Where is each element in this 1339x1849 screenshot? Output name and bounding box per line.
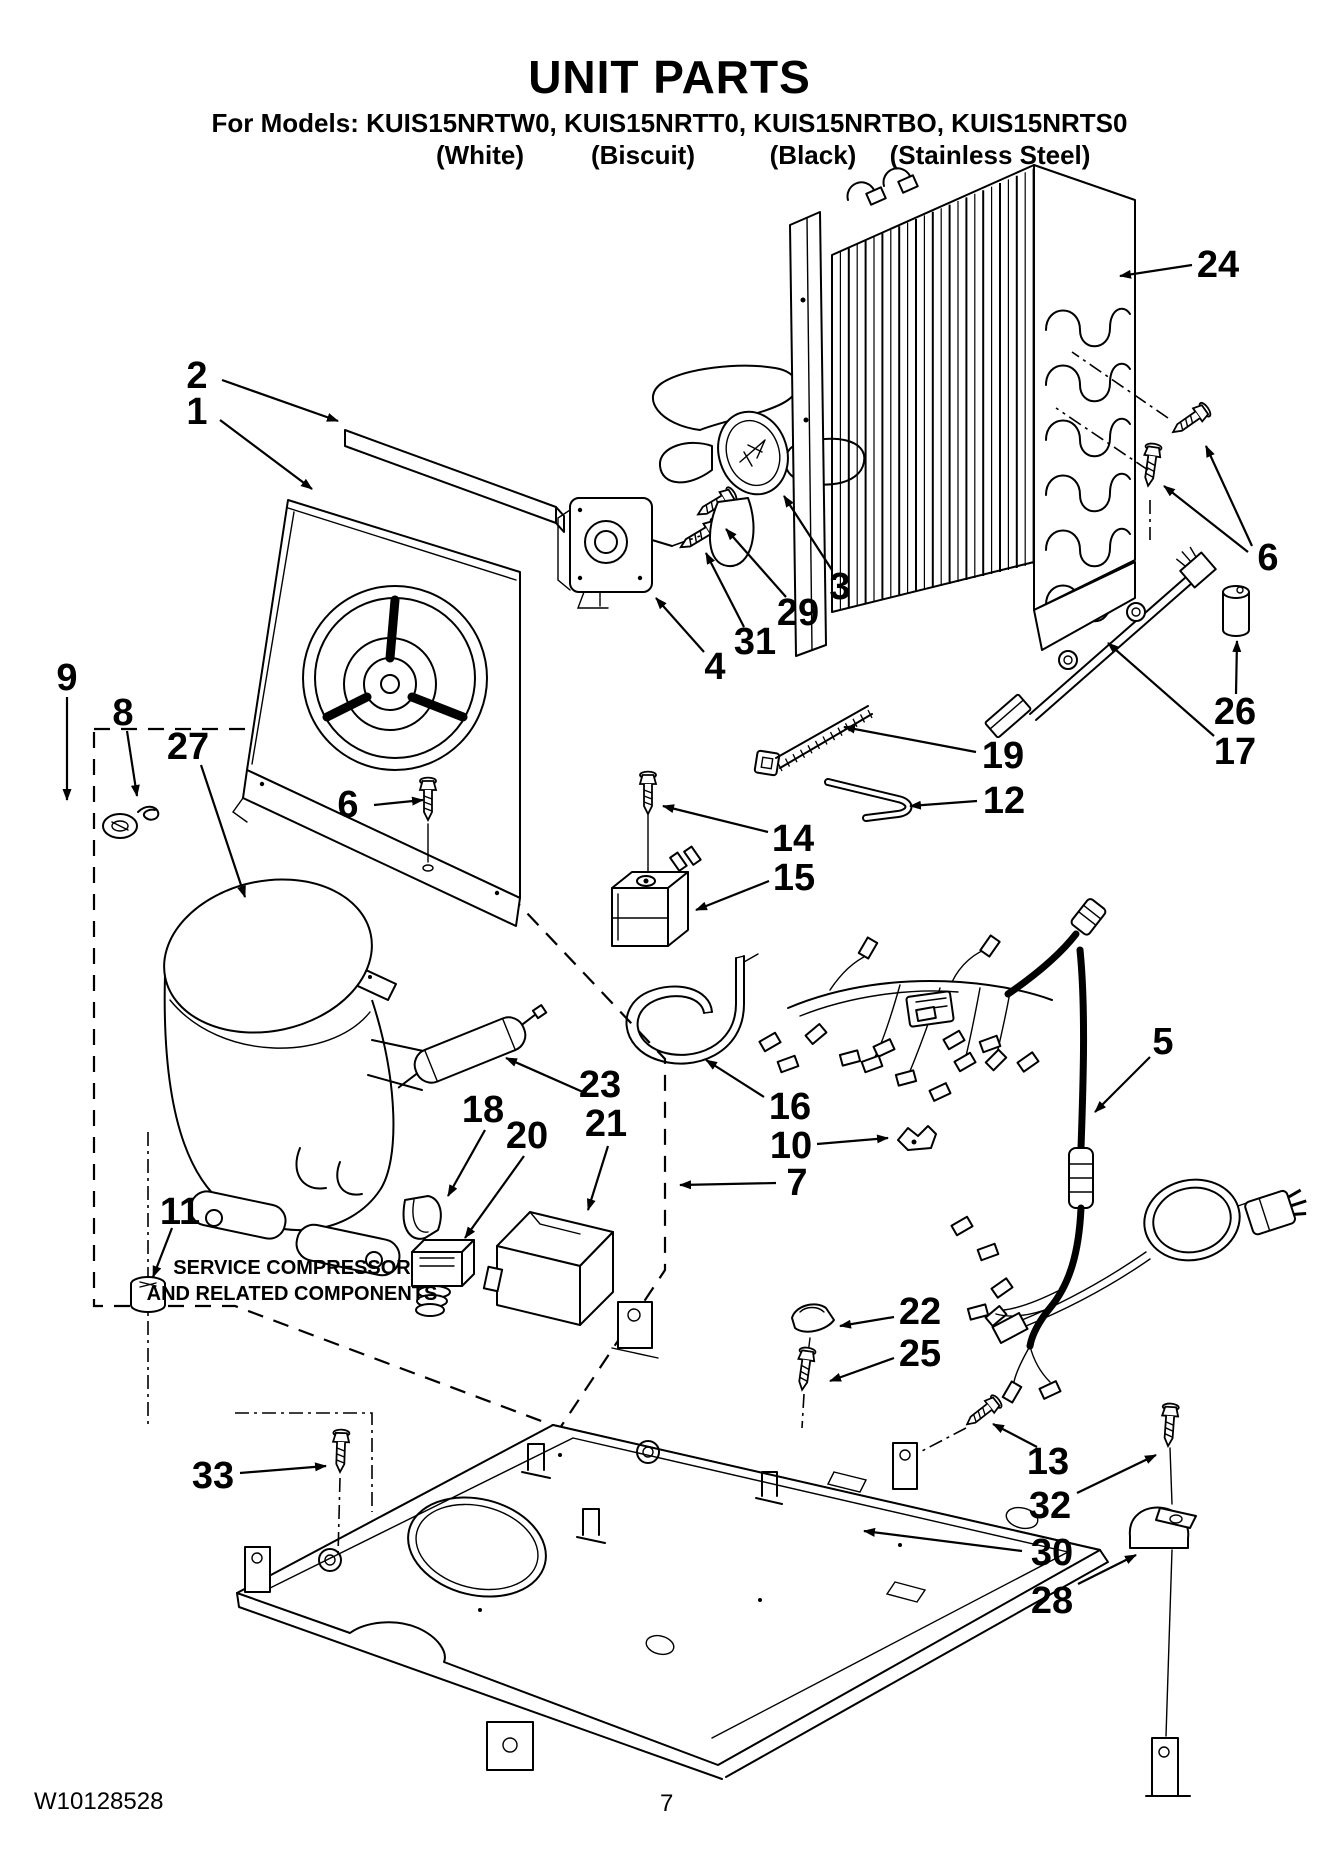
callout-label-22: 22 (898, 1291, 942, 1333)
callout-label-28: 28 (1030, 1580, 1074, 1622)
callout-label-9: 9 (56, 657, 78, 699)
callout-label-12: 12 (982, 780, 1026, 822)
color-label-white: (White) (435, 140, 525, 170)
callout-label-1: 1 (186, 391, 208, 433)
callout-label-23: 23 (578, 1064, 622, 1106)
callout-arrow-4 (656, 598, 704, 652)
tube-clamp-art (1130, 1508, 1196, 1796)
callout-label-24: 24 (1196, 244, 1240, 286)
outlet-tube-art (626, 954, 758, 1064)
callout-label-31: 31 (733, 621, 777, 663)
callout-arrow-2 (222, 380, 338, 421)
callout-arrow-19 (844, 727, 976, 752)
start-device-art (484, 1212, 613, 1325)
callout-arrow-20 (465, 1156, 524, 1238)
service-note-line1: SERVICE COMPRESSOR (173, 1257, 411, 1279)
callout-arrow-18 (448, 1130, 485, 1196)
compressor-art (131, 861, 428, 1312)
color-label-black: (Black) (769, 140, 857, 170)
callout-label-2: 2 (186, 355, 208, 397)
terminal-cover-art (404, 1196, 441, 1239)
capacitor-art (1223, 586, 1249, 636)
callout-label-5: 5 (1152, 1021, 1174, 1063)
callout-arrow-6 (1164, 486, 1248, 552)
callout-arrow-12 (910, 801, 977, 806)
callout-label-25: 25 (898, 1333, 942, 1375)
base-plate-art (237, 1302, 1108, 1779)
callout-label-6: 6 (1257, 537, 1279, 579)
tube-clip-art (792, 1304, 834, 1428)
callout-label-33: 33 (191, 1455, 235, 1497)
callout-label-32: 32 (1028, 1485, 1072, 1527)
callout-label-7: 7 (786, 1162, 808, 1204)
callout-label-6: 6 (337, 784, 359, 826)
page-number: 7 (660, 1790, 674, 1817)
callout-label-26: 26 (1213, 691, 1257, 733)
fan-shroud-art (233, 500, 520, 926)
callout-arrow-32 (1077, 1455, 1156, 1493)
callout-label-14: 14 (771, 818, 815, 860)
wire-harness-art (759, 897, 1311, 1402)
color-label-biscuit: (Biscuit) (591, 140, 695, 170)
callout-arrow-25 (830, 1358, 894, 1381)
callout-arrow-22 (840, 1317, 894, 1326)
cable-tie-art (754, 706, 872, 776)
callout-label-18: 18 (461, 1089, 505, 1131)
color-label-stainless: (Stainless Steel) (889, 140, 1091, 170)
models-line: For Models: KUIS15NRTW0, KUIS15NRTT0, KUIS15NRTBO, KUIS15NRTS0 (211, 108, 1128, 138)
callout-arrow-8 (127, 731, 137, 796)
foam-seal-strip-art (345, 430, 564, 532)
callout-label-15: 15 (772, 857, 816, 899)
callout-label-13: 13 (1026, 1441, 1070, 1483)
callout-arrow-1 (220, 420, 312, 489)
service-note-line2: AND RELATED COMPONENTS (146, 1283, 438, 1305)
page-title: UNIT PARTS (528, 51, 811, 103)
callout-label-10: 10 (769, 1125, 813, 1167)
callout-label-4: 4 (704, 646, 726, 688)
harness-clip-art (898, 1126, 936, 1150)
allen-wrench-art (828, 782, 909, 818)
document-number: W10128528 (34, 1788, 164, 1815)
pin-clip-art (138, 807, 158, 820)
callout-label-16: 16 (768, 1086, 812, 1128)
solenoid-art (612, 772, 701, 946)
callout-label-11: 11 (159, 1191, 201, 1233)
fan-motor-art (558, 498, 672, 608)
callout-label-27: 27 (166, 726, 210, 768)
callout-label-20: 20 (505, 1115, 549, 1157)
callout-arrow-16 (706, 1060, 764, 1097)
callout-arrow-33 (240, 1466, 326, 1473)
callout-arrow-26 (1236, 641, 1237, 694)
callout-label-8: 8 (112, 692, 134, 734)
callout-label-21: 21 (584, 1103, 628, 1145)
callout-arrow-6 (1206, 446, 1252, 546)
callout-arrow-5 (1095, 1057, 1150, 1112)
callout-arrow-27 (201, 765, 245, 897)
callout-label-17: 17 (1213, 731, 1257, 773)
callout-arrow-10 (817, 1138, 888, 1144)
service-compressor-note (147, 1255, 438, 1307)
callout-label-19: 19 (981, 735, 1025, 777)
callout-arrow-17 (1108, 643, 1214, 736)
callout-arrow-14 (663, 806, 768, 832)
callout-label-3: 3 (829, 566, 851, 608)
callout-label-30: 30 (1030, 1532, 1074, 1574)
callout-arrow-21 (588, 1146, 608, 1210)
callout-label-29: 29 (776, 592, 820, 634)
washer-art (103, 814, 137, 838)
callout-arrow-7 (680, 1183, 776, 1185)
callout-arrow-15 (696, 881, 769, 910)
